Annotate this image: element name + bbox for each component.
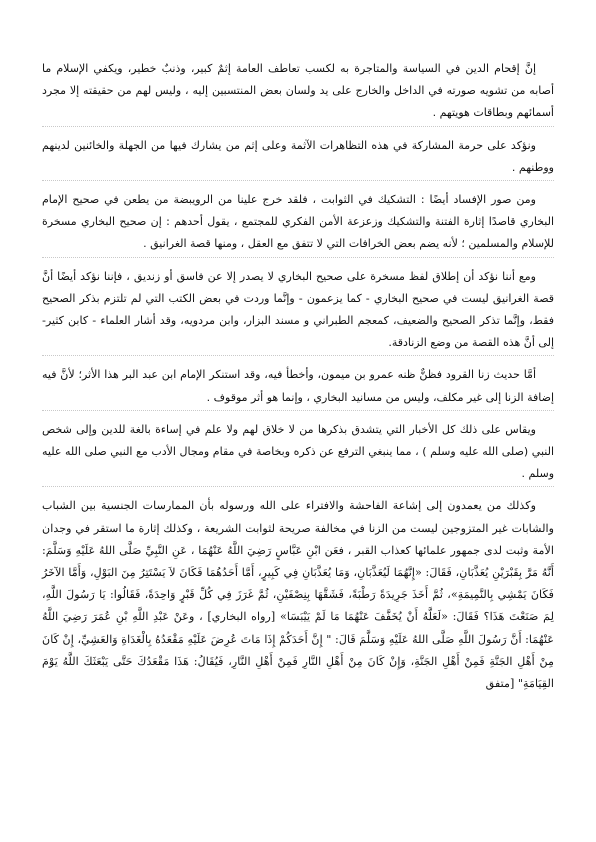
paragraph-questioning-constants: ومن صور الإفساد أيضًا : التشكيك في الثوابت ، فلقد خرج علينا من الرويبضة من يطعن في صحيح الإمام البخاري قاصدًا إثارة الفتنة والتشكيك وزعزعة الأمن الفكري للمجتمع ، يقول أحدهم : إن صحيح البخاري مسخرة للإسلام والمسلمين ؛ لأنه يضم بعض الخرافات التي لا تتفق مع العقل ، ومنها قصة الغرانيق . (42, 189, 554, 258)
paragraph-religion-politics: إنَّ إقحام الدين في السياسة والمتاجرة به لكسب تعاطف العامة إثمٌ كبير، وذنبٌ خطير، ويكفي الإسلام ما أصابه من تشويه صورته في الداخل والخارج على يد ولسان بعض المنتسبين إليه ، وليس لهم من حقيقته إلا مجرد أسمائهم وبطاقات هويتهم . (42, 58, 554, 127)
document-page (42, 58, 554, 704)
paragraph-gharaniq-story: ومع أننا نؤكد أن إطلاق لفظ مسخرة على صحيح البخاري لا يصدر إلا عن فاسق أو زنديق ، فإننا نؤكد أيضًا أنَّ قصة الغرانيق ليست في صحيح البخاري - كما يزعمون - وإنَّما وردت في بعض الكتب التي لم تلتزم بذكر الصحيح فقط، وإنَّما تذكر الصحيح والضعيف، كمعجم الطبراني و مسند البزار، وابن مردويه، وقد أشار العلماء - كابن كثير- إلى أنَّ هذه القصة من وضع الزنادقة. (42, 266, 554, 357)
paragraph-prophet-respect: ويقاس على ذلك كل الأخبار التي يتشدق بذكرها من لا خلاق لهم ولا علم في إساءة بالغة للدين وإلى شخص النبي (صلى الله عليه وسلم ) ، مما ينبغي الترفع عن ذكره وبخاصة في مقام ومجال الأدب مع النبي صلى الله عليه وسلم . (42, 419, 554, 488)
paragraph-monkeys-narration: أمَّا حديث زنا القرود فظنٌّ ظنه عمرو بن ميمون، وأخطأ فيه، وقد استنكر الإمام ابن عبد البر هذا الأثر؛ لأنَّ فيه إضافة الزنا إلى غير مكلف، وليس من مسانيد البخاري ، وإنما هو أثر موقوف . (42, 364, 554, 410)
paragraph-protests: ونؤكد على حرمة المشاركة في هذه التظاهرات الآثمة وعلى إثم من يشارك فيها من الجهلة والخائنين لدينهم ووطنهم . (42, 135, 554, 181)
paragraph-grave-punishment: وكذلك من يعمدون إلى إشاعة الفاحشة والافتراء على الله ورسوله بأن الممارسات الجنسية بين الشباب والشابات غير المتزوجين ليست من الزنا في مخالفة صريحة لثوابت الشريعة ، وكذلك إثارة ما استقر في وجدان الأمة وثبت لدى جمهور علمائها كعذاب القبر ، فعَن ابْنِ عَبَّاسٍ رَضِيَ اللَّهُ عَنْهُمَا ، عَنِ النَّبِيِّ صَلَّى اللهُ عَلَيْهِ وَسَلَّمَ: أَنَّهُ مَرَّ بِقَبْرَيْنِ يُعَذَّبَانِ، فَقَالَ: «إِنَّهُمَا لَيُعَذَّبَانِ، وَمَا يُعَذَّبَانِ فِي كَبِيرٍ، أَمَّا أَحَدُهُمَا فَكَانَ لاَ يَسْتَتِرُ مِنَ البَوْلِ، وَأَمَّا الآخَرُ فَكَانَ يَمْشِي بِالنَّمِيمَةِ»، ثُمَّ أَخَذَ جَرِيدَةً رَطْبَةً، فَشَقَّهَا بِنِصْفَيْنِ، ثُمَّ غَرَزَ فِي كُلِّ قَبْرٍ وَاحِدَةً، فَقَالُوا: يَا رَسُولَ اللَّهِ، لِمَ صَنَعْتَ هَذَا؟ فَقَالَ: «لَعَلَّهُ أَنْ يُخَفَّفَ عَنْهُمَا مَا لَمْ يَيْبَسَا» [رواه البخاري] ، وعَنْ عَبْدِ اللَّهِ بْنِ عُمَرَ رَضِيَ اللَّهُ عَنْهُمَا: أَنَّ رَسُولَ اللَّهِ صَلَّى اللهُ عَلَيْهِ وَسَلَّمَ قَالَ: " إِنَّ أَحَدَكُمْ إِذَا مَاتَ عُرِضَ عَلَيْهِ مَقْعَدُهُ بِالْغَدَاةِ وَالعَشِيِّ، إِنْ كَانَ مِنْ أَهْلِ الجَنَّةِ فَمِنْ أَهْلِ الجَنَّةِ، وَإِنْ كَانَ مِنْ أَهْلِ النَّارِ فَمِنْ أَهْلِ النَّارِ، فَيُقَالُ: هَذَا مَقْعَدُكَ حَتَّى يَبْعَثَكَ اللَّهُ يَوْمَ القِيَامَةِ" [متفق (42, 499, 554, 691)
